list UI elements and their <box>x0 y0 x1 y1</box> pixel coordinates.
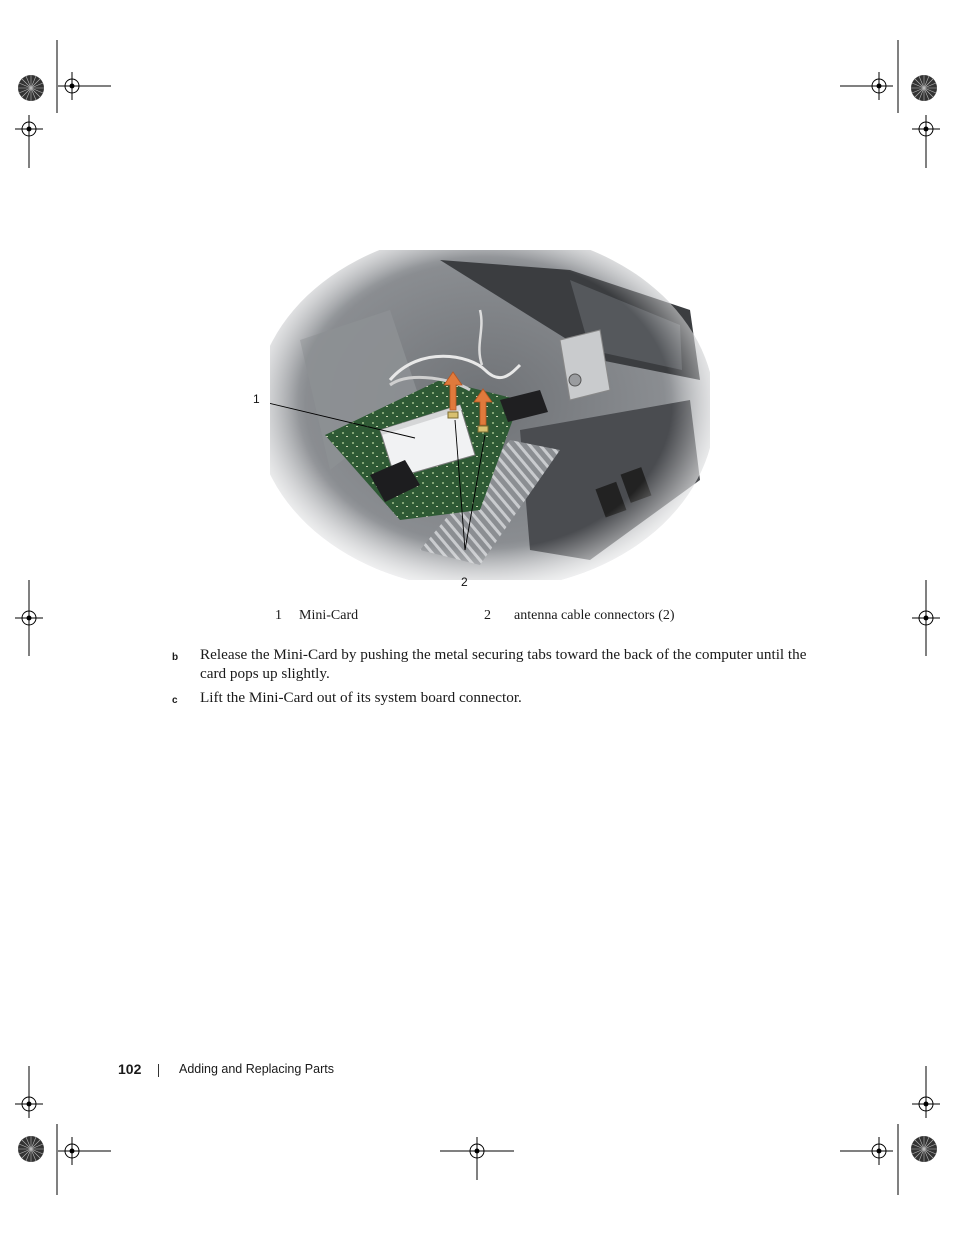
legend-label-2: antenna cable connectors (2) <box>514 608 675 623</box>
starburst-mark <box>18 1136 44 1162</box>
starburst-mark <box>911 1136 937 1162</box>
crosshair-mark <box>912 115 940 143</box>
crosshair-mark <box>463 1137 491 1165</box>
crosshair-mark <box>58 1137 86 1165</box>
mini-card-removal-illustration <box>270 250 710 580</box>
crosshair-mark <box>865 72 893 100</box>
legend-number-1: 1 <box>275 608 282 623</box>
step-marker: c <box>172 695 178 706</box>
starburst-mark <box>911 75 937 101</box>
crosshair-mark <box>912 1090 940 1118</box>
crosshair-mark <box>15 1090 43 1118</box>
page-number: 102 <box>118 1061 142 1077</box>
crosshair-mark <box>865 1137 893 1165</box>
footer-section-title: Adding and Replacing Parts <box>179 1062 334 1076</box>
legend-label-1: Mini-Card <box>299 608 359 623</box>
legend-number-2: 2 <box>484 608 491 623</box>
crosshair-mark <box>15 115 43 143</box>
step-marker: b <box>172 652 179 663</box>
step-text: Release the Mini-Card by pushing the metal securing tabs toward the back of the computer until the card pops up slightly. <box>200 646 807 682</box>
footer-divider <box>158 1064 159 1077</box>
step-text: Lift the Mini-Card out of its system board connector. <box>200 689 522 706</box>
figure-callout-2: 2 <box>461 575 468 589</box>
figure-callout-1: 1 <box>253 392 260 406</box>
starburst-mark <box>18 75 44 101</box>
crosshair-mark <box>58 72 86 100</box>
crosshair-mark <box>15 604 43 632</box>
crosshair-mark <box>912 604 940 632</box>
